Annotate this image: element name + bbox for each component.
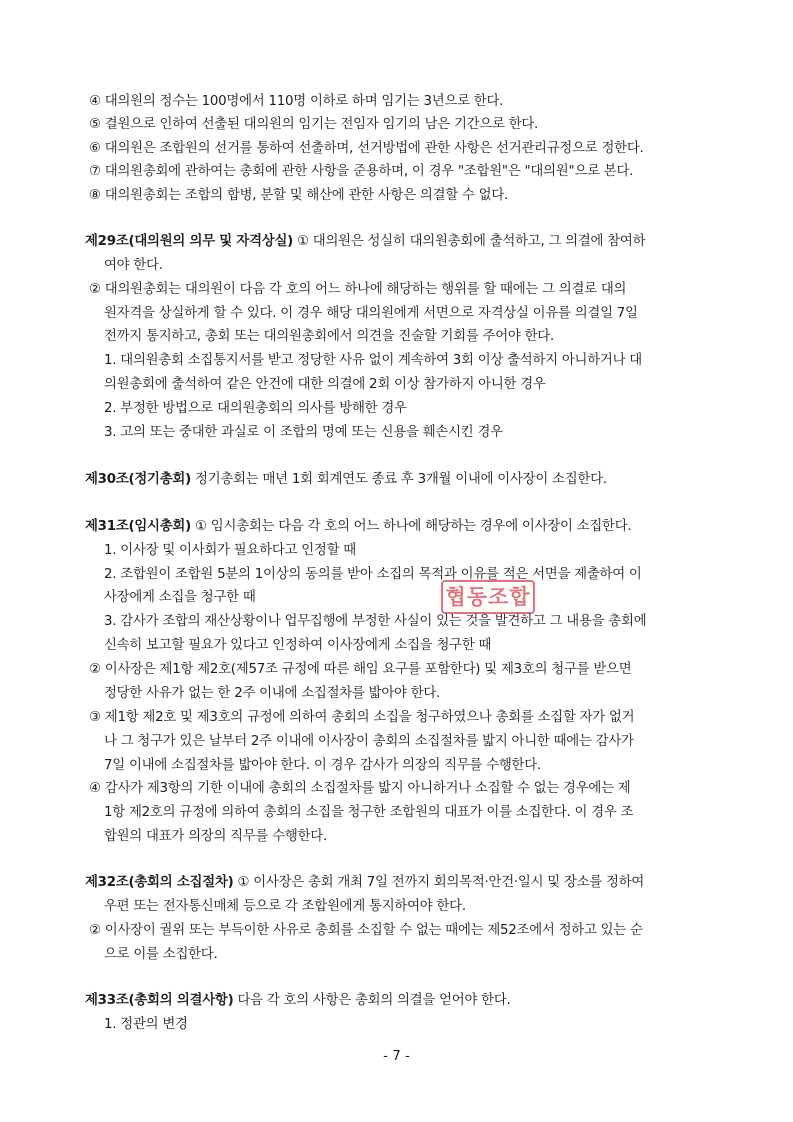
cooperative-seal-stamp: 협동조합 bbox=[441, 580, 535, 614]
article-29-line-5: 전까지 통지하고, 총회 또는 대의원총회에서 의견을 진술할 기회를 주어야 한다. bbox=[104, 329, 554, 344]
article-29-line-2: 여야 한다. bbox=[104, 258, 163, 273]
clause-28-paragraph-7: ⑦ 대의원총회에 관하여는 총회에 관한 사항을 준용하며, 이 경우 "조합원"은 "대의원"으로 본다. bbox=[89, 164, 634, 179]
article-31-item-1: 1. 이사장 및 이사회가 필요하다고 인정할 때 bbox=[104, 543, 356, 558]
article-33-line-1: 제33조(총회의 의결사항) 다음 각 호의 사항은 총회의 의결을 얻어야 한다. bbox=[85, 993, 511, 1008]
article-29-item-3: 3. 고의 또는 중대한 과실로 이 조합의 명예 또는 신용을 훼손시킨 경우 bbox=[104, 425, 503, 440]
article-33-heading: 제33조(총회의 의결사항) bbox=[85, 993, 234, 1008]
article-32-paragraph-2-cont: 으로 이를 소집한다. bbox=[104, 947, 218, 962]
article-31-item-3-cont: 신속히 보고할 필요가 있다고 인정하여 이사장에게 소집을 청구한 때 bbox=[104, 638, 492, 653]
article-32-line-2: 우편 또는 전자통신매체 등으로 각 조합원에게 통지하여야 한다. bbox=[104, 899, 466, 914]
article-31-paragraph-2-cont: 정당한 사유가 없는 한 2주 이내에 소집절차를 밟아야 한다. bbox=[104, 686, 441, 701]
article-31-item-2-cont: 사장에게 소집을 청구한 때 bbox=[104, 590, 256, 605]
article-31-paragraph-3: ③ 제1항 제2호 및 제3호의 규정에 의하여 총회의 소집을 청구하였으나 총회를 소집할 자가 없거 bbox=[89, 710, 635, 725]
clause-28-paragraph-4: ④ 대의원의 정수는 100명에서 110명 이하로 하며 임기는 3년으로 한다. bbox=[89, 94, 504, 109]
article-31-item-2: 2. 조합원이 조합원 5분의 1이상의 동의를 받아 소집의 목적과 이유를 적은 서면을 제출하여 이 bbox=[104, 567, 642, 582]
article-29-line-3: ② 대의원총회는 대의원이 다음 각 호의 어느 하나에 해당하는 행위를 할 때에는 그 의결로 대의 bbox=[89, 282, 627, 297]
article-29-line-1: 제29조(대의원의 의무 및 자격상실) ① 대의원은 성실히 대의원총회에 출석하고, 그 의결에 참여하 bbox=[85, 234, 646, 249]
clause-28-paragraph-8: ⑧ 대의원총회는 조합의 합병, 분할 및 해산에 관한 사항은 의결할 수 없다. bbox=[89, 188, 509, 203]
article-31-paragraph-2: ② 이사장은 제1항 제2호(제57조 규정에 따른 해임 요구를 포함한다) 및 제3호의 청구를 받으면 bbox=[89, 662, 632, 677]
article-30-heading: 제30조(정기총회) bbox=[85, 472, 191, 487]
page-number: - 7 - bbox=[383, 1049, 410, 1064]
article-31-paragraph-3-cont-1: 나 그 청구가 있은 날부터 2주 이내에 이사장이 총회의 소집절차를 밟지 아니한 때에는 감사가 bbox=[104, 734, 634, 749]
article-31-item-3: 3. 감사가 조합의 재산상황이나 업무집행에 부정한 사실이 있는 것을 발견하고 그 내용을 총회에 bbox=[104, 614, 647, 629]
article-33-item-1: 1. 정관의 변경 bbox=[104, 1017, 188, 1032]
article-31-paragraph-4-cont-1: 1항 제2호의 규정에 의하여 총회의 소집을 청구한 조합원의 대표가 이를 소집한다. 이 경우 조 bbox=[104, 805, 634, 820]
article-31-heading: 제31조(임시총회) bbox=[85, 519, 191, 534]
article-32-line-1: 제32조(총회의 소집절차) ① 이사장은 총회 개최 7일 전까지 회의목적·안건·일시 및 장소를 정하여 bbox=[85, 875, 645, 890]
article-29-line-4: 원자격을 상실하게 할 수 있다. 이 경우 해당 대의원에게 서면으로 자격상실 이유를 의결일 7일 bbox=[104, 306, 638, 321]
article-31-line-1: 제31조(임시총회) ① 임시총회는 다음 각 호의 어느 하나에 해당하는 경우에 이사장이 소집한다. bbox=[85, 519, 632, 534]
article-29-item-2: 2. 부정한 방법으로 대의원총회의 의사를 방해한 경우 bbox=[104, 401, 407, 416]
article-32-heading: 제32조(총회의 소집절차) bbox=[85, 875, 234, 890]
article-31-paragraph-4: ④ 감사가 제3항의 기한 이내에 총회의 소집절차를 밟지 아니하거나 소집할 수 없는 경우에는 제 bbox=[89, 781, 631, 796]
clause-28-paragraph-5: ⑤ 결원으로 인하여 선출된 대의원의 임기는 전임자 임기의 남은 기간으로 한다. bbox=[89, 117, 539, 132]
article-31-paragraph-3-cont-2: 7일 이내에 소집절차를 밟아야 한다. 이 경우 감사가 의장의 직무를 수행한다. bbox=[104, 758, 541, 773]
article-29-item-1-cont: 의원총회에 출석하여 같은 안건에 대한 의결에 2회 이상 참가하지 아니한 경우 bbox=[104, 377, 546, 392]
article-30-line-1: 제30조(정기총회) 정기총회는 매년 1회 회계연도 종료 후 3개월 이내에 이사장이 소집한다. bbox=[85, 472, 607, 487]
article-29-item-1: 1. 대의원총회 소집통지서를 받고 정당한 사유 없이 계속하여 3회 이상 출석하지 아니하거나 대 bbox=[104, 353, 642, 368]
article-32-paragraph-2: ② 이사장이 궐위 또는 부득이한 사유로 총회를 소집할 수 없는 때에는 제52조에서 정하고 있는 순 bbox=[89, 923, 643, 938]
article-31-paragraph-4-cont-2: 합원의 대표가 의장의 직무를 수행한다. bbox=[104, 829, 327, 844]
clause-28-paragraph-6: ⑥ 대의원은 조합원의 선거를 통하여 선출하며, 선거방법에 관한 사항은 선거관리규정으로 정한다. bbox=[89, 141, 644, 156]
article-29-heading: 제29조(대의원의 의무 및 자격상실) bbox=[85, 234, 294, 249]
